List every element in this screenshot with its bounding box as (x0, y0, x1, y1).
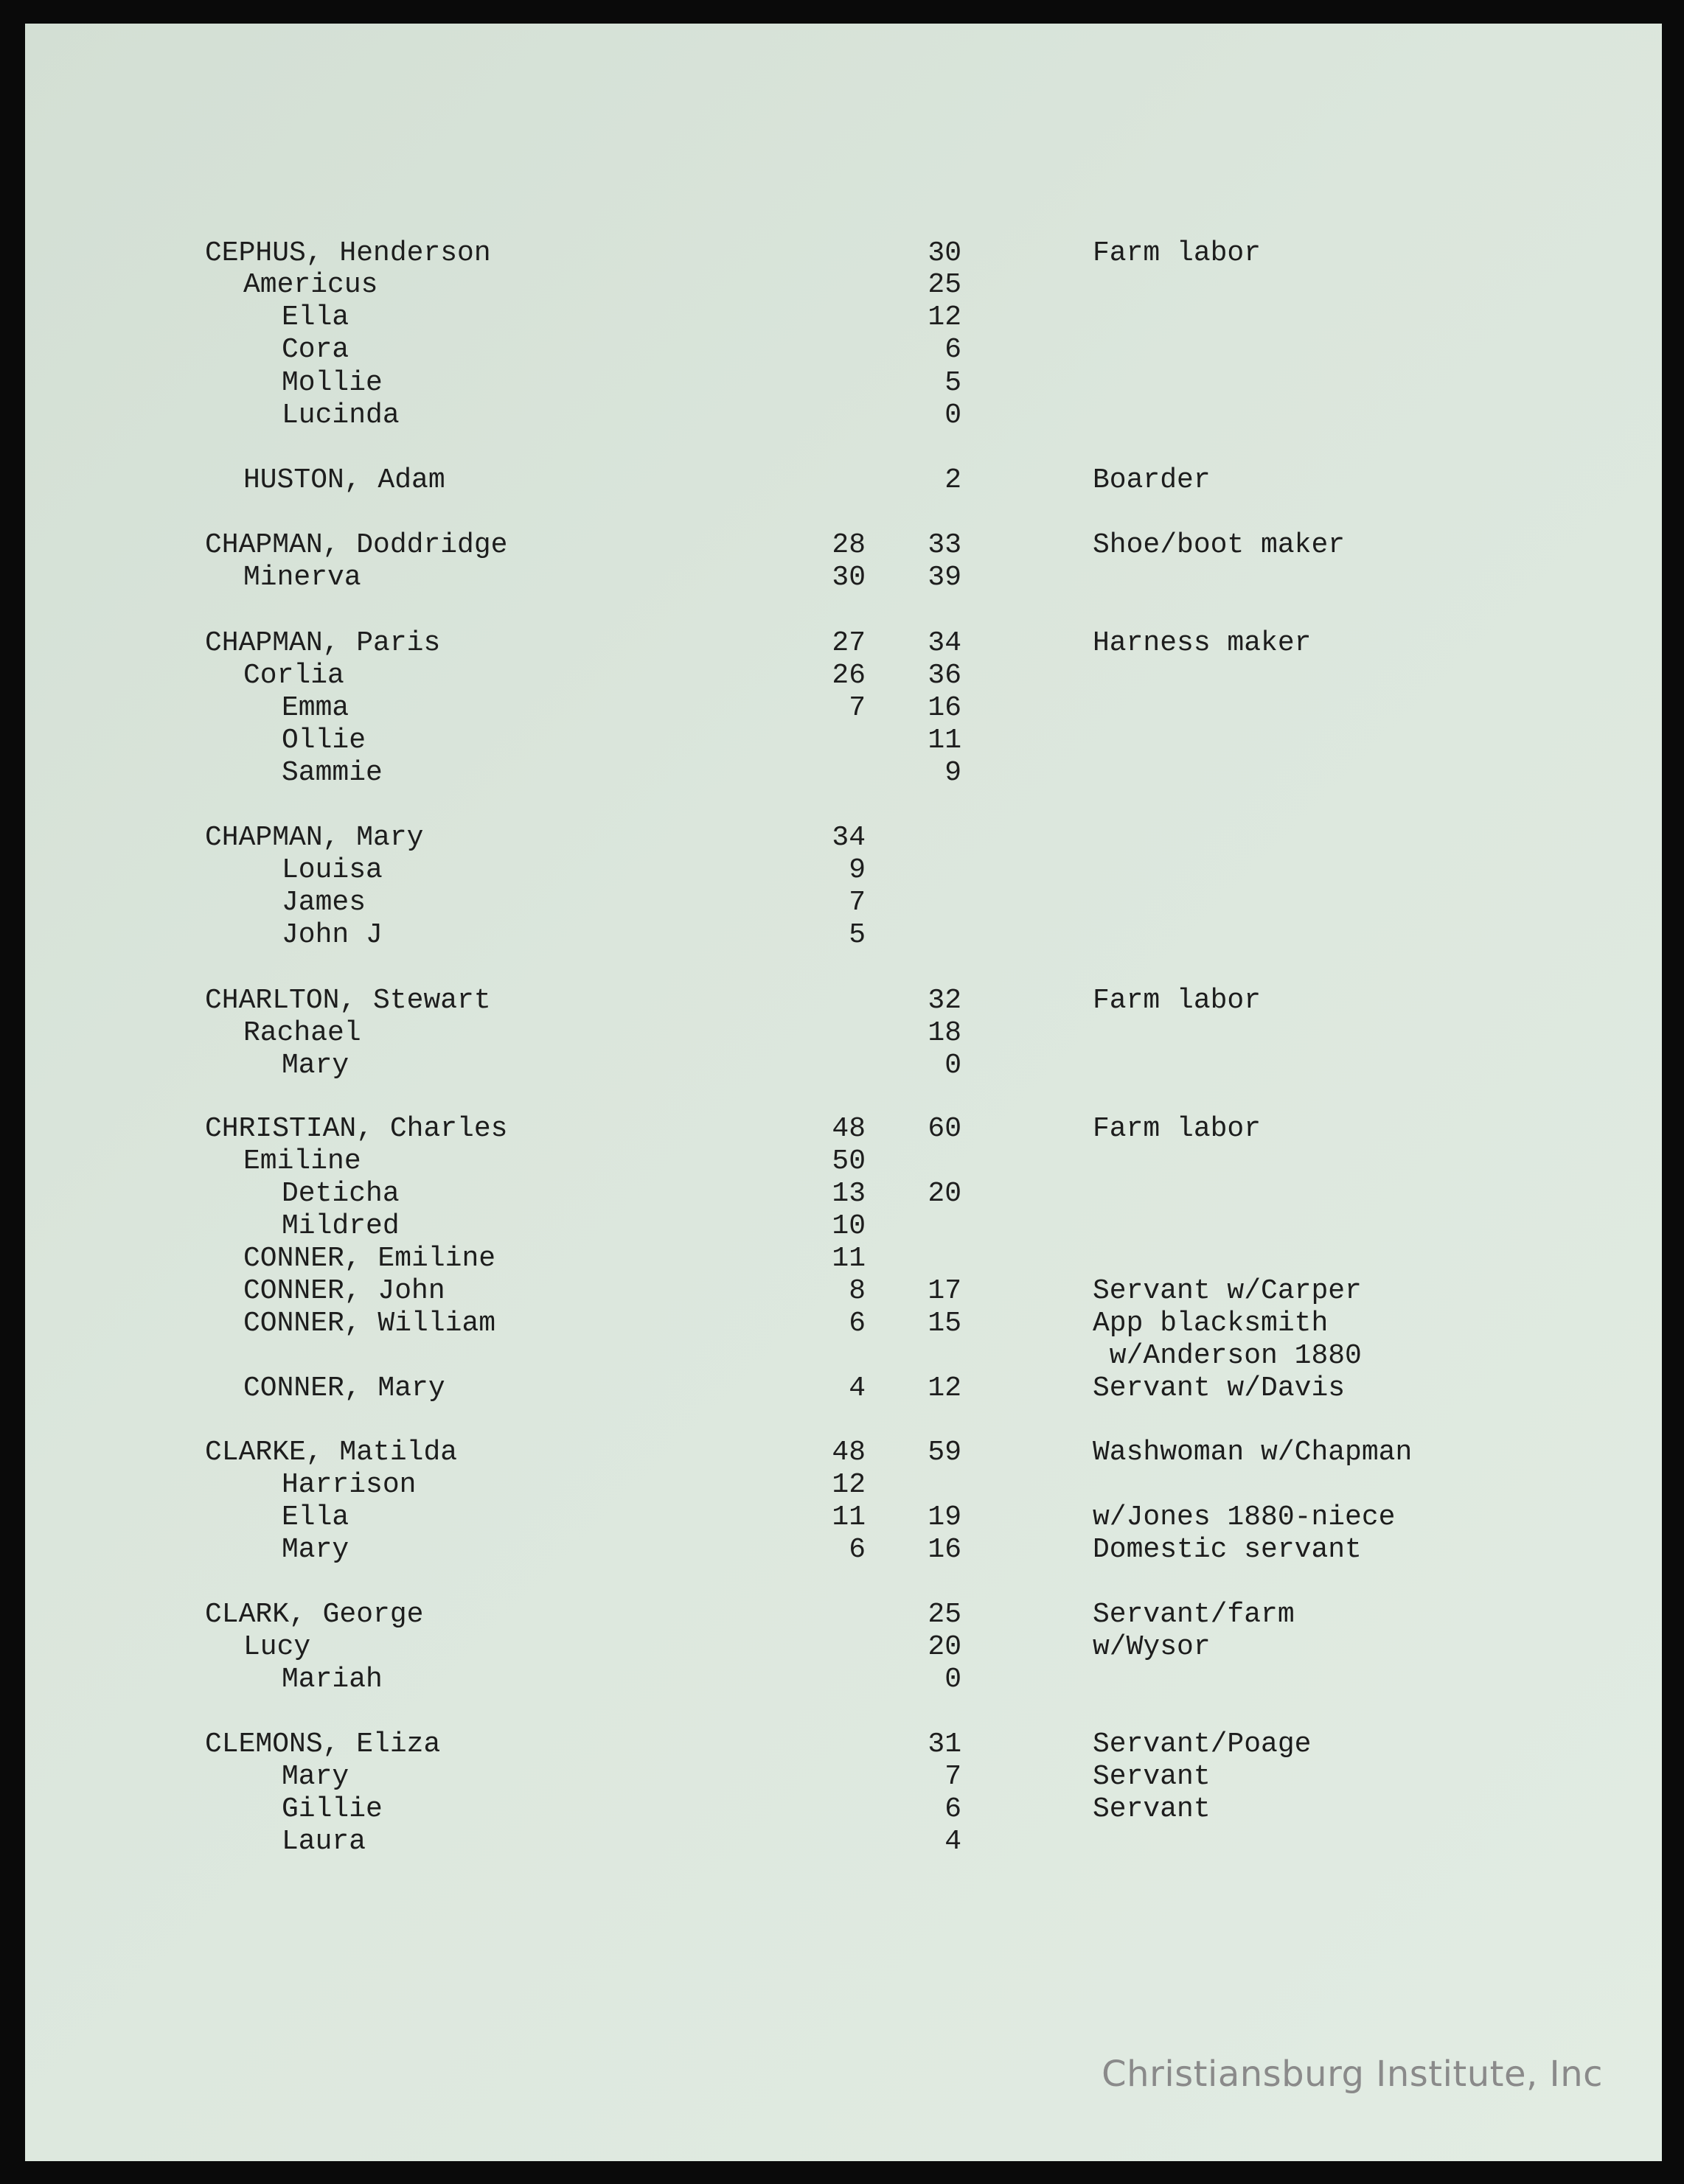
census-row (25, 1534, 1662, 1566)
census-row (25, 1243, 1662, 1275)
age-1870: 27 (832, 627, 866, 659)
census-row (25, 725, 1662, 757)
age-1880: 59 (928, 1437, 961, 1468)
age-1870: 50 (832, 1145, 866, 1177)
census-row (25, 301, 1662, 334)
occupation-note: Shoe/boot maker (1093, 529, 1346, 561)
census-row (25, 1210, 1662, 1243)
census-row (25, 1631, 1662, 1664)
person-name: Mollie (282, 367, 383, 399)
person-name: CHAPMAN, Paris (205, 627, 441, 659)
census-row (25, 1275, 1662, 1308)
age-1880: 6 (944, 334, 961, 366)
occupation-note: Servant w/Carper (1093, 1275, 1362, 1307)
age-1870: 7 (849, 692, 866, 724)
census-row (25, 887, 1662, 919)
person-name: Mary (282, 1534, 349, 1566)
person-name: Rachael (243, 1017, 361, 1049)
age-1880: 15 (928, 1308, 961, 1339)
age-1880: 18 (928, 1017, 961, 1049)
census-row (25, 1308, 1662, 1340)
age-1870: 10 (832, 1210, 866, 1242)
census-row (25, 1501, 1662, 1534)
age-1870: 6 (849, 1308, 866, 1339)
census-row (25, 1372, 1662, 1405)
age-1880: 19 (928, 1501, 961, 1533)
age-1880: 20 (928, 1631, 961, 1663)
census-row (25, 529, 1662, 562)
age-1880: 32 (928, 985, 961, 1016)
person-name: Laura (282, 1826, 366, 1857)
census-row (25, 1178, 1662, 1210)
age-1870: 30 (832, 562, 866, 593)
age-1880: 30 (928, 237, 961, 269)
census-row (25, 1469, 1662, 1501)
person-name: Lucy (243, 1631, 311, 1663)
age-1880: 36 (928, 660, 961, 691)
occupation-note: Servant/farm (1093, 1599, 1295, 1630)
person-name: CONNER, William (243, 1308, 496, 1339)
age-1870: 7 (849, 887, 866, 918)
occupation-note: Boarder (1093, 464, 1211, 496)
age-1870: 48 (832, 1113, 866, 1145)
census-row (25, 757, 1662, 789)
document-page (25, 24, 1662, 2161)
occupation-note: Servant (1093, 1761, 1211, 1793)
age-1880: 5 (944, 367, 961, 399)
person-name: Lucinda (282, 400, 400, 431)
census-row (25, 1664, 1662, 1696)
person-name: Louisa (282, 854, 383, 886)
age-1880: 20 (928, 1178, 961, 1210)
age-1880: 0 (944, 1050, 961, 1081)
person-name: CLARKE, Matilda (205, 1437, 458, 1468)
person-name: Mariah (282, 1664, 383, 1695)
person-name: CONNER, Emiline (243, 1243, 496, 1274)
age-1870: 4 (849, 1372, 866, 1404)
census-row (25, 1340, 1662, 1372)
age-1870: 6 (849, 1534, 866, 1566)
census-row (25, 464, 1662, 497)
age-1880: 9 (944, 757, 961, 789)
census-row (25, 660, 1662, 692)
person-name: Americus (243, 269, 378, 301)
age-1880: 39 (928, 562, 961, 593)
person-name: CONNER, Mary (243, 1372, 445, 1404)
person-name: CHAPMAN, Doddridge (205, 529, 508, 561)
person-name: Emiline (243, 1145, 361, 1177)
occupation-note: w/Anderson 1880 (1093, 1340, 1362, 1372)
occupation-note: Farm labor (1093, 1113, 1262, 1145)
occupation-note: Harness maker (1093, 627, 1312, 659)
occupation-note: Servant w/Davis (1093, 1372, 1346, 1404)
census-row (25, 1145, 1662, 1178)
occupation-note: Servant/Poage (1093, 1728, 1312, 1760)
occupation-note: Domestic servant (1093, 1534, 1362, 1566)
person-name: Sammie (282, 757, 383, 789)
person-name: Cora (282, 334, 349, 366)
census-row (25, 1599, 1662, 1631)
age-1880: 0 (944, 1664, 961, 1695)
age-1880: 0 (944, 400, 961, 431)
person-name: Ella (282, 301, 349, 333)
person-name: John J (282, 919, 383, 951)
age-1870: 34 (832, 822, 866, 854)
census-row (25, 334, 1662, 366)
census-row (25, 237, 1662, 270)
age-1870: 5 (849, 919, 866, 951)
age-1880: 31 (928, 1728, 961, 1760)
census-row (25, 400, 1662, 432)
age-1870: 13 (832, 1178, 866, 1210)
age-1880: 34 (928, 627, 961, 659)
person-name: CLARK, George (205, 1599, 424, 1630)
census-row (25, 854, 1662, 887)
census-row (25, 1793, 1662, 1826)
person-name: CONNER, John (243, 1275, 445, 1307)
age-1880: 25 (928, 1599, 961, 1630)
age-1870: 11 (832, 1501, 866, 1533)
person-name: Gillie (282, 1793, 383, 1825)
age-1870: 9 (849, 854, 866, 886)
age-1880: 11 (928, 725, 961, 756)
census-row (25, 692, 1662, 725)
census-row (25, 1728, 1662, 1761)
age-1870: 48 (832, 1437, 866, 1468)
census-row (25, 1113, 1662, 1145)
occupation-note: Servant (1093, 1793, 1211, 1825)
age-1870: 28 (832, 529, 866, 561)
person-name: Mildred (282, 1210, 400, 1242)
age-1880: 17 (928, 1275, 961, 1307)
census-row (25, 1050, 1662, 1082)
person-name: Mary (282, 1050, 349, 1081)
census-row (25, 1826, 1662, 1858)
age-1880: 2 (944, 464, 961, 496)
age-1880: 4 (944, 1826, 961, 1857)
age-1880: 60 (928, 1113, 961, 1145)
person-name: Ollie (282, 725, 366, 756)
person-name: Deticha (282, 1178, 400, 1210)
census-row (25, 367, 1662, 400)
age-1880: 16 (928, 692, 961, 724)
watermark: Christiansburg Institute, Inc (1102, 2054, 1603, 2095)
person-name: CEPHUS, Henderson (205, 237, 491, 269)
census-row (25, 1437, 1662, 1469)
age-1880: 12 (928, 1372, 961, 1404)
person-name: Corlia (243, 660, 344, 691)
age-1870: 26 (832, 660, 866, 691)
person-name: Minerva (243, 562, 361, 593)
age-1880: 6 (944, 1793, 961, 1825)
occupation-note: Washwoman w/Chapman (1093, 1437, 1413, 1468)
person-name: HUSTON, Adam (243, 464, 445, 496)
census-row (25, 269, 1662, 301)
age-1880: 25 (928, 269, 961, 301)
person-name: CHARLTON, Stewart (205, 985, 491, 1016)
person-name: Harrison (282, 1469, 417, 1501)
occupation-note: Farm labor (1093, 985, 1262, 1016)
age-1870: 8 (849, 1275, 866, 1307)
age-1870: 11 (832, 1243, 866, 1274)
age-1880: 16 (928, 1534, 961, 1566)
person-name: CHAPMAN, Mary (205, 822, 424, 854)
person-name: CLEMONS, Eliza (205, 1728, 441, 1760)
person-name: CHRISTIAN, Charles (205, 1113, 508, 1145)
age-1880: 33 (928, 529, 961, 561)
occupation-note: Farm labor (1093, 237, 1262, 269)
person-name: Emma (282, 692, 349, 724)
occupation-note: App blacksmith (1093, 1308, 1329, 1339)
person-name: James (282, 887, 366, 918)
person-name: Ella (282, 1501, 349, 1533)
census-row (25, 562, 1662, 594)
age-1870: 12 (832, 1469, 866, 1501)
person-name: Mary (282, 1761, 349, 1793)
census-row (25, 1017, 1662, 1050)
occupation-note: w/Wysor (1093, 1631, 1211, 1663)
age-1880: 12 (928, 301, 961, 333)
age-1880: 7 (944, 1761, 961, 1793)
census-row (25, 627, 1662, 660)
occupation-note: w/Jones 1880-niece (1093, 1501, 1396, 1533)
census-row (25, 1761, 1662, 1793)
census-row (25, 985, 1662, 1017)
census-row (25, 822, 1662, 854)
census-row (25, 919, 1662, 952)
